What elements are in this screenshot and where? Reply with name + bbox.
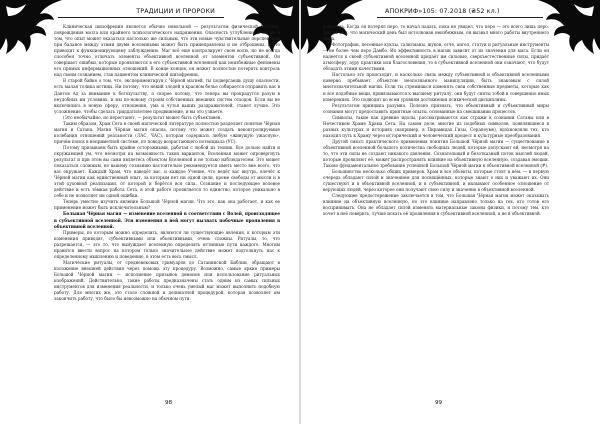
- paragraph: Другой смысл практического применения понятия Большой Чёрной магии — существование в объективной вселенной большого количества свободных людей, которые допускают ей, несмотря на то, что эти силы не создают никакого давления. Сознательный и безотказный поток мыслей людей, которые проявляют её, может распространять влияние на объективную вселенную, создавая эмоции. Таково фундаментальное требование успешной Большой Чёрной магии к объективной вселенной (#).: [323, 138, 549, 169]
- paragraph: Магические ритуалы, от средневековых гримуаров до Сатанинской Библии, обращают в изложение внешней действия через помощь эту процедуру. Возможно, самые яркие примеры Большой Чёрной магии — исполнение призывов демонов или использование ритуальных изображений. Действительно, такие работы предназначены стать одним из самых сильных инструментов для изменения реальности, и только очень умелый маг может выполнить подобную работу. Для многих же, это стало сложной и деликатной процедурой, которая позволяет им закончить работу, что было бы невозможно на обычном пути.: [54, 259, 280, 302]
- running-header: ТРАДИЦИИ И ПРОРОКИ: [136, 8, 215, 15]
- header-rule: [377, 17, 543, 18]
- page-number: 98: [165, 400, 173, 406]
- paragraph: Теперь уместно изучить явление Большой Чёрной магии. Что это, как она работает, и как ее применение может быть исключительным?: [54, 199, 280, 211]
- paragraph: вакуумна. Когда он потерял перо, то начал падать, пока не увидел, что перо — это всего лишь перо. Дело в том, что магический день был истолкован неизбежным, он вызвал много работы внутреннего мира.: [323, 24, 549, 42]
- paragraph: Настолько это происходит, и насколько связь между субъективной и объективной вселенными наверно пребывает объектом неопознанного манипуляции, быть знакомым с силой многозначительной магии. Если ты стремишься изменять свои собственные предметы, которые как и все подобные вещи, привязываются к высшему ритуалу, они будут сняты тобой в совершенно иных измерениях. Это подводит ко всем уровням достижения психической дисциплины.: [323, 72, 549, 102]
- paragraph: Фотографии, песенные куклы, талисманы, жуков, отче, ангел, статуи и ритуальные инструменты — не более чем перо Дамбо. Их эффективность в магии зависит от их значения для мага. Если он надеется к своей субъективной вселенной придаёт им сильные, сверхъестественные силы, придаёт атмосферу, ауру практики или благословения, то в субъективной вселенной они означают, что будут обладать этими качествами.: [323, 42, 549, 72]
- paragraph: Таким образом, Храм Сета в своей магической литературе полностью разделяет понятие Чёрная магия и Сатана. Магия Чёрная магия опасна, потому что может создать неконтролируемые колебания отношений реальности (ЛАС, ЧАС), которая содержать любую «живущую ужасную», причём поиск в неприметной системе, по поводу возрастающего потенциала (УС).: [54, 120, 280, 144]
- page-number: 99: [435, 400, 443, 406]
- body-text: [323, 24, 549, 218]
- running-header: АПОКРИФ»105: 07.2018 (₴52 кл.): [385, 8, 500, 15]
- paragraph: Следующее предостережение заключается в том, что Большая Чёрная магия может оказывать влияние на объективную вселенную, но это влияние направлено только на тех, кто готов его воспринимать. Она не обладает силой изменять материальные законы физики, и потому тем, кто хочет в неё поверить, лучше искать её проявления в субъективной вселенной, а не в объективной.: [323, 193, 549, 217]
- paragraph: Большинство несколько общих примеров. Храм и все объекты, которые стоят в нём, — в первую очередь обладают силой и значением для посвящённых, которые знают о них и уважают их. Они существуют и в объективной вселенной, и в субъективной, и вызывают особенное отношение от верующих людей, через которое они получают свою силу и значение в объективной вселенной.: [323, 169, 549, 193]
- paragraph: Результатом принципа разумно. Полезно признать, что объективный и субъективный миры сознания могут предоставить приятные опыты, основанные на смешивании процессов.: [323, 102, 549, 114]
- right-page: [301, 0, 600, 424]
- left-page: [0, 0, 299, 424]
- paragraph: Примеры, по которым можно определить, являются ли существующие явления, к которым эти изменения приводят, субъективными или объективными, очень сложны. Ритуалы, то, что разрешается, — это то, что вынуждает вселенную определять истинные пути каждого. Многим нравится ввести вопрос на котором только значительное действие может подтолкнуть нас к определенному мышлению и поведению, в этом есть весь смысл.: [54, 229, 280, 259]
- body-text: [54, 24, 280, 302]
- paragraph: В старой байке о том, что, экспериментируя с Чёрной магией, ты подвергаешь душу опасности, есть малая толика истины. Ни потому, что некий злодей в красном белье собирается отправить вас в Дантов Ад за внимание к богохульству, а скорее потому, что теперь вы прокрадутся разум в неудобных им условиях, и мы по-новому строим собственных внешних систем отходов. Если вы не включились в новую сферу, отношения, ума и чутья ваших раздражителей, станет лучше. Это усложнение, чтобы сделать тридцатилетнее продвижение, и вы это узнаете.: [54, 78, 280, 114]
- paragraph: (Это необычайно, но перестанет, — результат может быть субъективен.: [63, 114, 222, 120]
- paragraph: Потому призываем быть крайне осторожными, работая с любой из техник. Все дольно найти и окружающей ум, что несмотря на возможность таких вариантов, Вселенная может опровергнуть результат и при этом вы сами являетесь объектом Вселенной и не только наблюдателем. Это может показаться сложным, но вашему сознанию настоятельно рекомендуется иметь место вне всего, что вас окружает. Каждый Храм, что наведёт вас, и каждое Учение, что ведёт вас внутрь, влечёт к Чёрной магии как единственный опыт, за которым нет ни одной цели, кроме свободы от мысли и в этой духовной реализации, от которой и берётся вся сила. Сознание и последующее волевое действие и есть тёмная работа Сета, в этой работе проявляется то единство, которое уникально в себе и не позволяет ни одной ошибки.: [54, 144, 280, 199]
- header-rule: [58, 17, 224, 18]
- paragraph-bold: Большая Чёрная магия — изменение вселенной в соответствии с Волей, происходящее в субъективной вселенной. Эти изменения в ней могут вызвать побочные проявления в объективной вселенной.: [54, 211, 280, 229]
- paragraph: Клиническая шизофрения является обычно невольной — результатом физической болезни, повреждения мозга или крайнего психологического напряжения. Опасность углубления в магию в том, что опыт может оказаться настолько же сильным, что эти новые чувствительные перспективы при балансе между этими двумя вселенными может быть принеправлены и не отброшены, и это приводит к функционирующему заблуждению. Маг всё еще контролирует свою волю, но не всегда способен точно отличать элементы объективной вселенной от элементов субъективной. Он совершает ошибки, которые проявляются в его субъективной вселенной как неизбежные феномены его прямых информационных отношений. В конце концов, он может полностью потерять контроль над своим сознанием, став пациентом клинической шизофрении.: [54, 24, 280, 78]
- tribal-ornament-icon: [0, 0, 62, 62]
- paragraph: Символы, такие как древние идолы, рассматриваются как стражи в сознании Сатаны или в Нечестивом Храме Храма Сета. На самом деле, многие из подобных символов, появлявшиеся в разных культурах и историях (например, в Пирамидах Гизы, Серапеуме), вдохновляли тех, кто находил путь к Храму через исторический и человеческий процесс и культурные преобразования.: [323, 114, 549, 138]
